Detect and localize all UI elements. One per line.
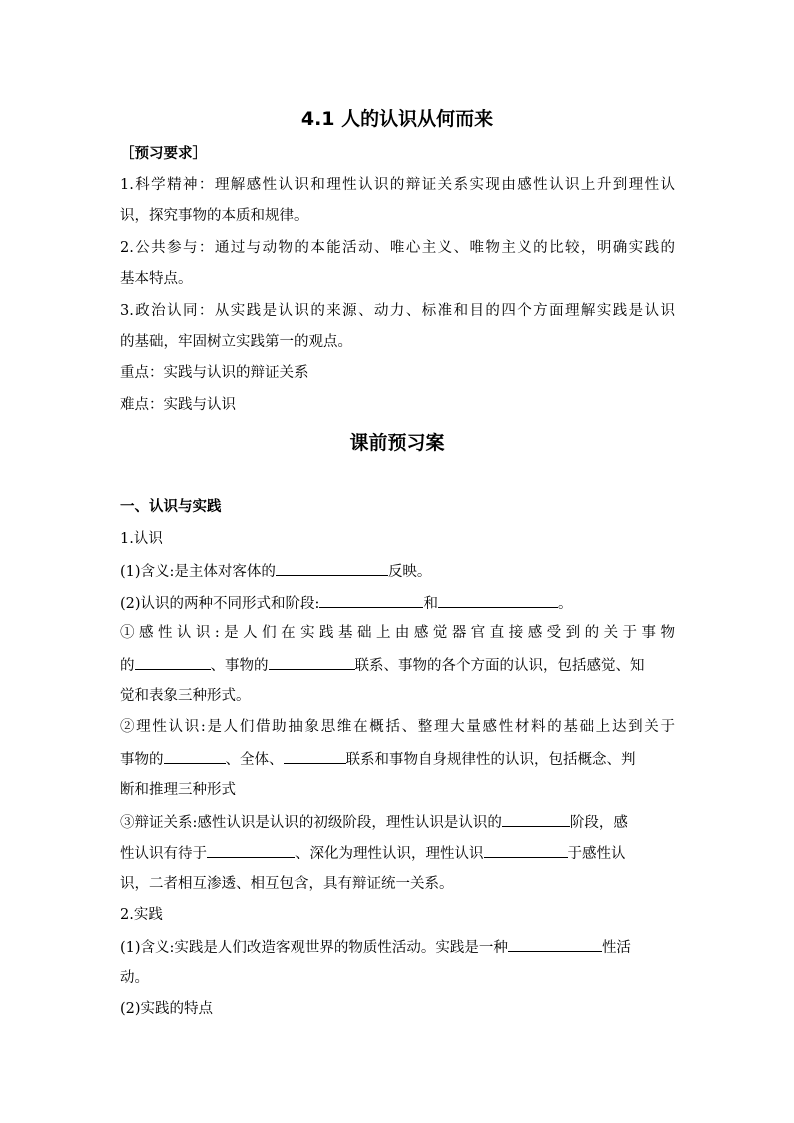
fill-blank-5[interactable] (269, 654, 355, 670)
fill-blank-3[interactable] (438, 592, 558, 608)
requirement-3-line-1: 3.政治认同：从实践是认识的来源、动力、标准和目的四个方面理解实践是认识 (120, 303, 675, 319)
fill-blank-6[interactable] (164, 748, 226, 764)
cognition-meaning-text-b: 反映。 (387, 564, 432, 580)
section-cognition-practice: 一、认识与实践 (120, 499, 222, 515)
rational-text-c: 联系和事物自身规律性的认识，包括概念、判 (345, 752, 636, 768)
practice-meaning-line-2: 动。 (120, 970, 149, 986)
dialectic-text-d: 、深化为理性认识，理性认识 (295, 846, 484, 862)
dialectic-line-1 (120, 811, 675, 833)
perceptual-text-a: 的 (120, 658, 135, 674)
perceptual-text-b: 、事物的 (210, 658, 269, 674)
subsection-practice: 2.实践 (120, 907, 163, 923)
rational-line-1: ②理性认识:是人们借助抽象思维在概括、整理大量感性材料的基础上达到关于 (120, 719, 675, 735)
dialectic-text-c: 性认识有待于 (120, 846, 207, 862)
dialectic-line-3: 识，二者相互渗透、相互包含，具有辩证统一关系。 (120, 876, 454, 892)
requirement-2-line-1: 2.公共参与：通过与动物的本能活动、唯心主义、唯物主义的比较，明确实践的 (120, 240, 675, 256)
document-title: 4.1 人的认识从何而来 (300, 108, 494, 130)
perceptual-line-3: 觉和表象三种形式。 (120, 688, 251, 704)
cognition-meaning-text-a: (1)含义:是主体对客体的 (120, 564, 276, 580)
rational-line-3: 断和推理三种形式 (120, 782, 236, 798)
rational-text-b: 、全体、 (225, 752, 284, 768)
practice-text-b: 性活 (601, 940, 631, 956)
preview-heading: 课前预习案 (349, 432, 445, 454)
fill-blank-11[interactable] (508, 936, 602, 952)
fill-blank-2[interactable] (319, 592, 423, 608)
dialectic-text-a: ③辩证关系:感性认识是认识的初级阶段，理性认识是认识的 (120, 815, 502, 831)
perceptual-line-1: ①感性认识:是人们在实践基础上由感觉器官直接感受到的关于事物 (120, 625, 675, 641)
dialectic-line-2 (120, 842, 675, 864)
difficult-point: 难点：实践与认识 (120, 397, 236, 413)
fill-blank-1[interactable] (276, 560, 388, 576)
dialectic-text-b: 阶段，感 (569, 815, 628, 831)
practice-features: (2)实践的特点 (120, 1001, 214, 1017)
perceptual-text-c: 联系、事物的各个方面的认识，包括感觉、知 (354, 658, 645, 674)
requirement-1-line-1: 1.科学精神：理解感性认识和理性认识的辩证关系实现由感性认识上升到理性认 (120, 177, 675, 193)
fill-blank-9[interactable] (207, 842, 295, 858)
requirement-2-line-2: 基本特点。 (120, 271, 193, 287)
cognition-meaning (120, 560, 675, 582)
requirement-1-line-2: 识，探究事物的本质和规律。 (120, 208, 309, 224)
dialectic-text-e: 于感性认 (567, 846, 626, 862)
requirement-3-line-2: 的基础，牢固树立实践第一的观点。 (120, 334, 352, 350)
cognition-forms-text-c: 。 (557, 596, 573, 612)
cognition-forms (120, 592, 675, 614)
fill-blank-4[interactable] (135, 654, 211, 670)
fill-blank-10[interactable] (484, 842, 568, 858)
key-point: 重点：实践与认识的辩证关系 (120, 365, 309, 381)
fill-blank-8[interactable] (502, 811, 570, 827)
requirements-heading: ［预习要求］ (120, 146, 207, 162)
subsection-cognition: 1.认识 (120, 531, 163, 547)
practice-meaning-line-1 (120, 936, 675, 958)
cognition-forms-text-b: 和 (423, 596, 438, 612)
perceptual-line-2 (120, 654, 675, 676)
cognition-forms-text-a: (2)认识的两种不同形式和阶段: (120, 596, 320, 612)
rational-line-2 (120, 748, 675, 770)
rational-text-a: 事物的 (120, 752, 164, 768)
fill-blank-7[interactable] (284, 748, 346, 764)
practice-text-a: (1)含义:实践是人们改造客观世界的物质性活动。实践是一种 (120, 940, 508, 956)
